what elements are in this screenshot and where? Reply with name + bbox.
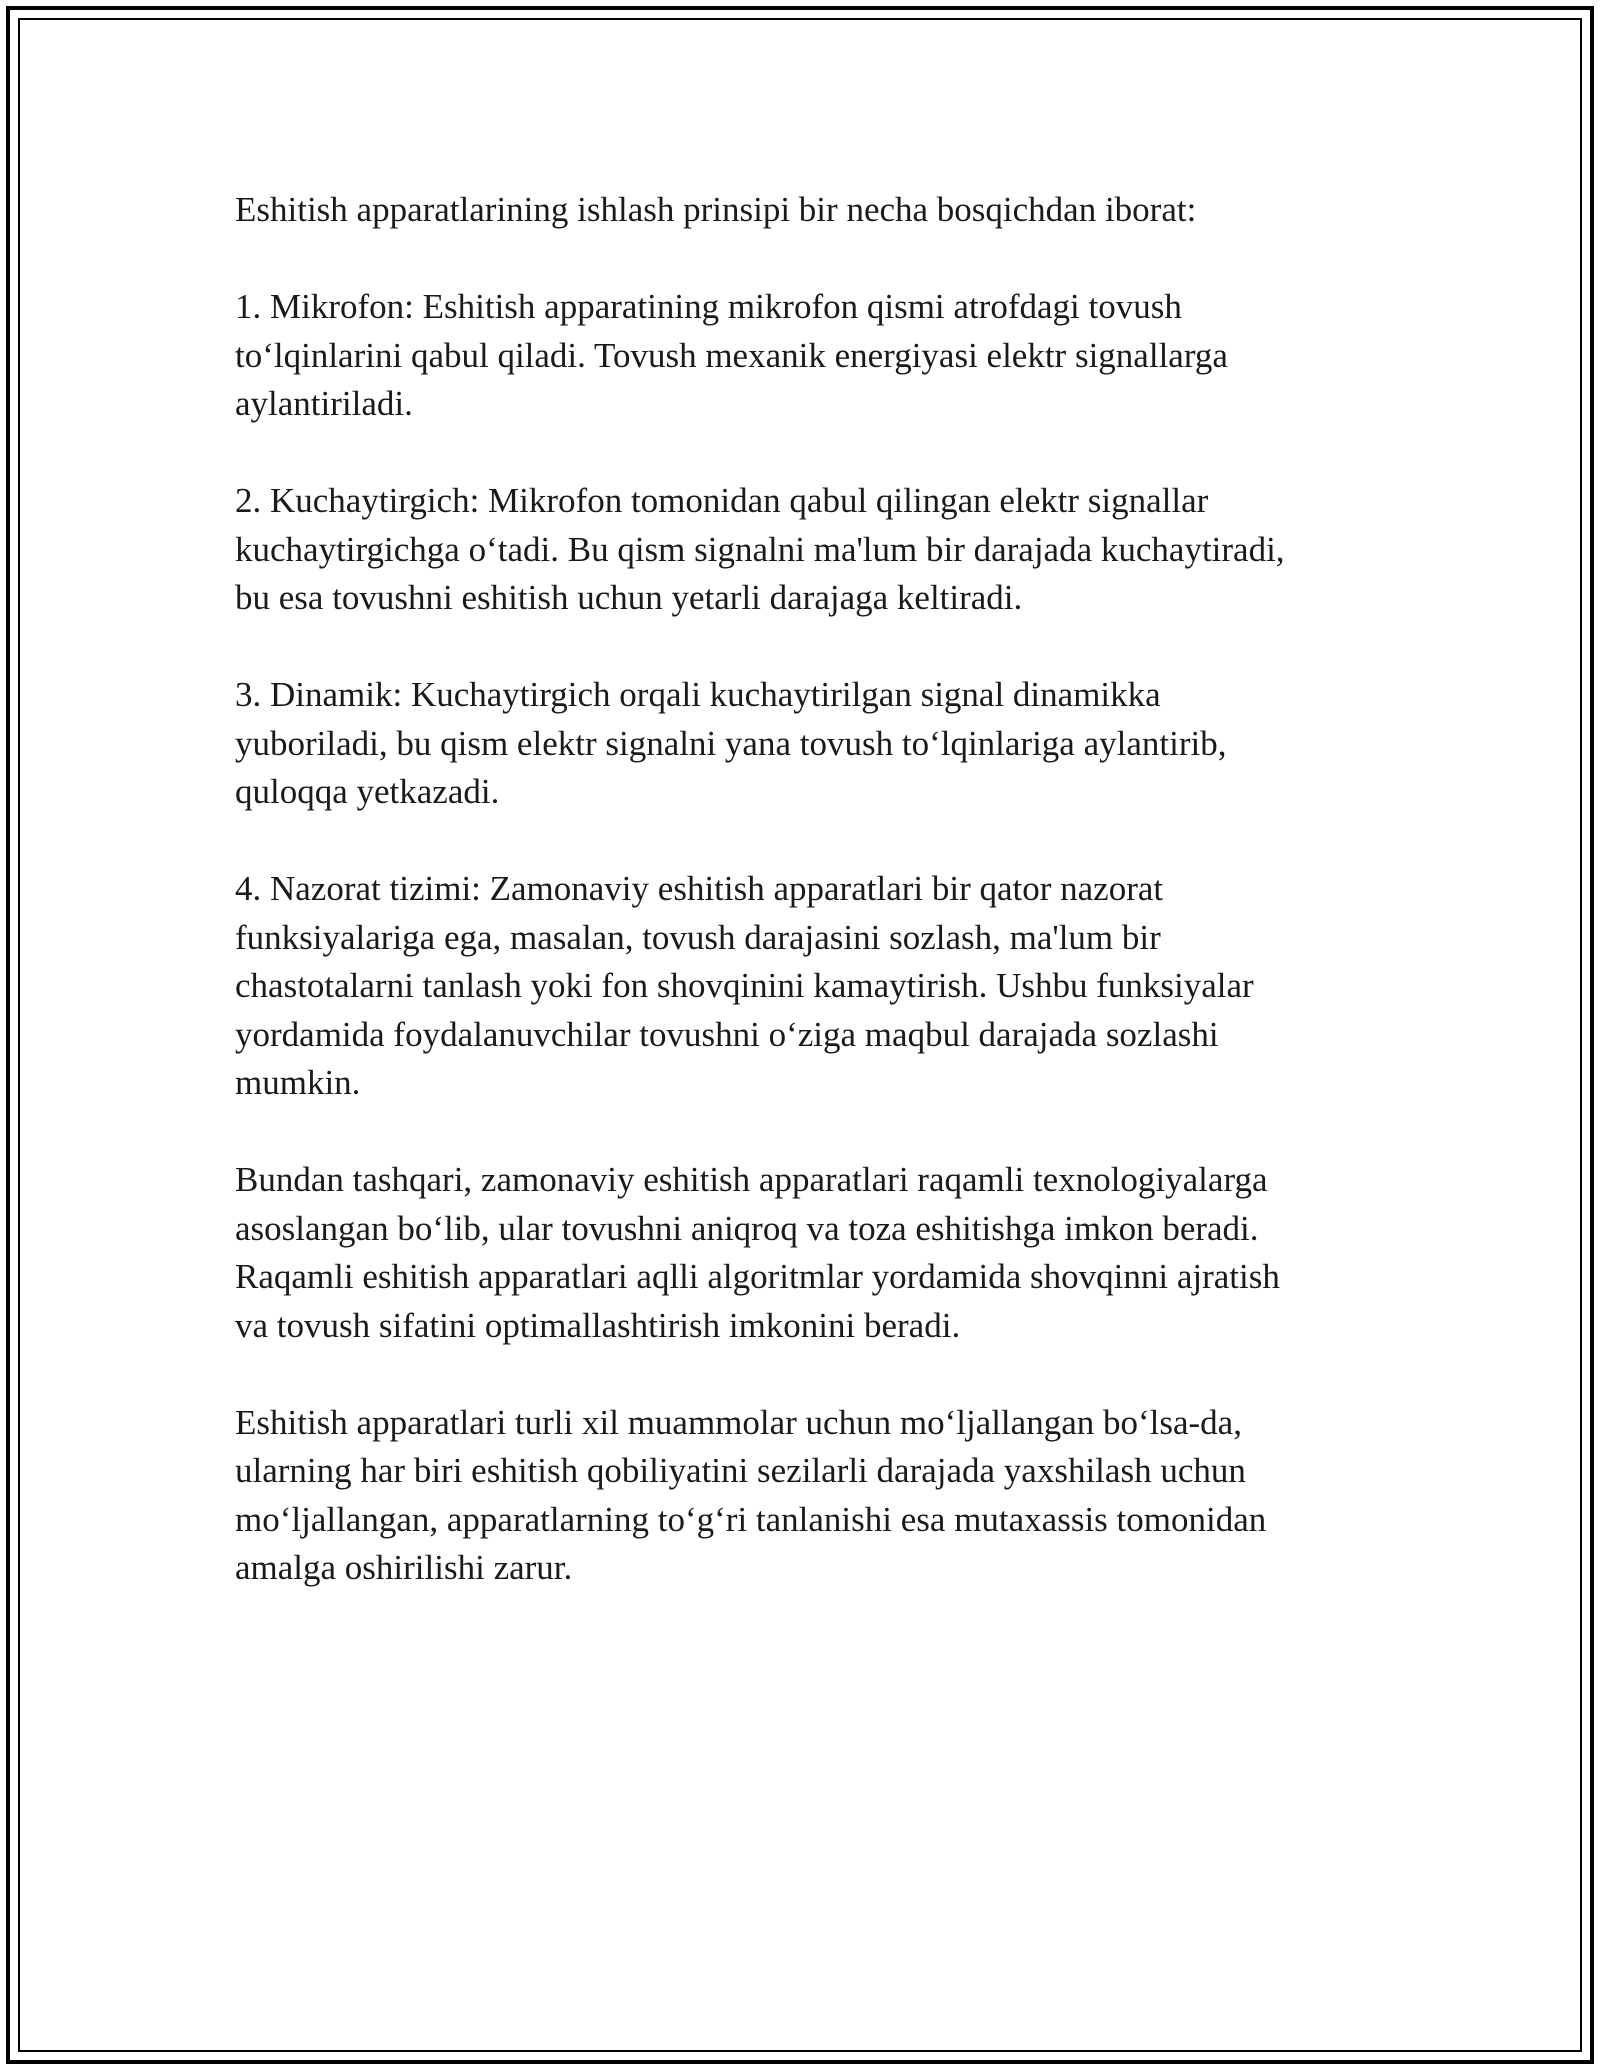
step-amplifier-paragraph: 2. Kuchaytirgich: Mikrofon tomonidan qabul qilingan elektr signallar kuchaytirgichga o‘tadi. Bu qism signalni ma'lum bir darajada kuchaytiradi, bu esa tovushni eshitish uchun yetarli darajaga keltiradi. — [235, 481, 1285, 617]
step-speaker-paragraph: 3. Dinamik: Kuchaytirgich orqali kuchaytirilgan signal dinamikka yuboriladi, bu qism elektr signalni yana tovush to‘lqinlariga aylantirib, quloqqa yetkazadi. — [235, 675, 1227, 811]
step-microphone-paragraph: 1. Mikrofon: Eshitish apparatining mikrofon qismi atrofdagi tovush to‘lqinlarini qabul qiladi. Tovush mexanik energiyasi elektr signallarga aylantiriladi. — [235, 287, 1228, 423]
document-body — [235, 186, 1355, 1641]
intro-paragraph: Eshitish apparatlarining ishlash prinsipi bir necha bosqichdan iborat: — [235, 190, 1197, 229]
digital-technology-paragraph: Bundan tashqari, zamonaviy eshitish apparatlari raqamli texnologiyalarga asoslangan bo‘lib, ular tovushni aniqroq va toza eshitishga imkon beradi. Raqamli eshitish apparatlari aqlli algoritmlar yordamida shovqinni ajratish va tovush sifatini optimallashtirish imkonini beradi. — [235, 1160, 1280, 1345]
conclusion-paragraph: Eshitish apparatlari turli xil muammolar uchun mo‘ljallangan bo‘lsa-da, ularning har biri eshitish qobiliyatini sezilarli darajada yaxshilash uchun mo‘ljallangan, apparatlarning to‘g‘ri tanlanishi esa mutaxassis tomonidan amalga oshirilishi zarur. — [235, 1402, 1267, 1587]
step-control-system-paragraph: 4. Nazorat tizimi: Zamonaviy eshitish apparatlari bir qator nazorat funksiyalariga ega, masalan, tovush darajasini sozlash, ma'lum bir chastotalarni tanlash yoki fon shovqinini kamaytirish. Ushbu funksiyalar yordamida foydalanuvchilar tovushni o‘ziga maqbul darajada sozlashi mumkin. — [235, 869, 1254, 1102]
